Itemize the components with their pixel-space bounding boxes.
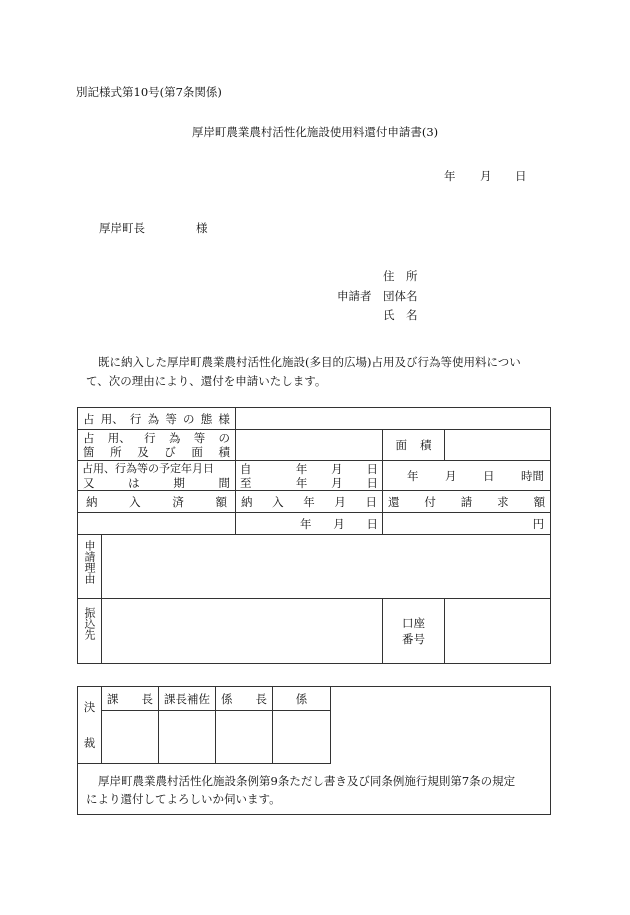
transfer-label: 振込先 <box>78 599 102 664</box>
reason-value[interactable] <box>102 535 551 599</box>
area-value[interactable] <box>445 430 551 461</box>
refund-amount-value[interactable]: 円 <box>383 513 551 535</box>
period-from-to[interactable]: 自 年 月 日 至 年 月 日 <box>236 461 383 491</box>
date-year: 年 <box>444 169 456 183</box>
applicant-group-label: 団体名 <box>383 289 418 303</box>
application-table <box>77 407 551 664</box>
assistant-chief-stamp[interactable] <box>159 711 216 764</box>
paid-date-label: 納 入 年 月 日 <box>236 491 383 513</box>
intro-line-1: 既に納入した厚岸町農業農村活性化施設(多目的広場)占用及び行為等使用料につい <box>98 355 521 369</box>
applicant-name-label: 氏 名 <box>383 308 418 322</box>
section-chief-label: 係 長 <box>216 687 273 711</box>
paid-date-value[interactable]: 年 月 日 <box>236 513 383 535</box>
approval-stamp-table <box>77 686 331 764</box>
section-chief-stamp[interactable] <box>216 711 273 764</box>
paid-amount-value[interactable] <box>78 513 236 535</box>
date-day: 日 <box>515 169 527 183</box>
applicant-address-label: 住 所 <box>383 269 418 283</box>
form-id: 別記様式第10号(第7条関係) <box>76 85 222 99</box>
chief-label: 課 長 <box>102 687 159 711</box>
area-label: 面 積 <box>383 430 445 461</box>
applicant-label: 申請者 <box>337 289 372 303</box>
location-area-label: 占 用、 行 為 等 の 箇 所 及 び 面 積 <box>78 430 236 461</box>
period-duration[interactable]: 年 月 日 時間 <box>383 461 551 491</box>
reason-label: 申請理由 <box>78 535 102 599</box>
staff-stamp[interactable] <box>273 711 331 764</box>
usage-mode-label: 占 用、 行 為 等 の 態 様 <box>78 408 236 430</box>
assistant-chief-label: 課長補佐 <box>159 687 216 711</box>
staff-label: 係 <box>273 687 331 711</box>
transfer-value[interactable] <box>102 599 383 664</box>
location-value[interactable] <box>236 430 383 461</box>
approval-label: 決 裁 <box>78 687 102 764</box>
addressee-honorific: 様 <box>196 221 208 235</box>
refund-amount-label: 還 付 請 求 額 <box>383 491 551 513</box>
paid-amount-label: 納 入 済 額 <box>78 491 236 513</box>
account-number-label: 口座 番号 <box>383 599 445 664</box>
date-month: 月 <box>480 169 492 183</box>
account-number-value[interactable] <box>445 599 551 664</box>
usage-mode-value[interactable] <box>236 408 551 430</box>
chief-stamp[interactable] <box>102 711 159 764</box>
approval-note-line-2: により還付してよろしいか伺います。 <box>86 792 281 806</box>
document-title: 厚岸町農業農村活性化施設使用料還付申請書(3) <box>191 125 439 139</box>
approval-note-line-1: 厚岸町農業農村活性化施設条例第9条ただし書き及び同条例施行規則第7条の規定 <box>98 774 516 788</box>
scheduled-date-label: 占用、行為等の予定年月日 又 は 期 間 <box>78 461 236 491</box>
intro-line-2: て、次の理由により、還付を申請いたします。 <box>86 374 327 388</box>
addressee-name: 厚岸町長 <box>99 221 145 235</box>
